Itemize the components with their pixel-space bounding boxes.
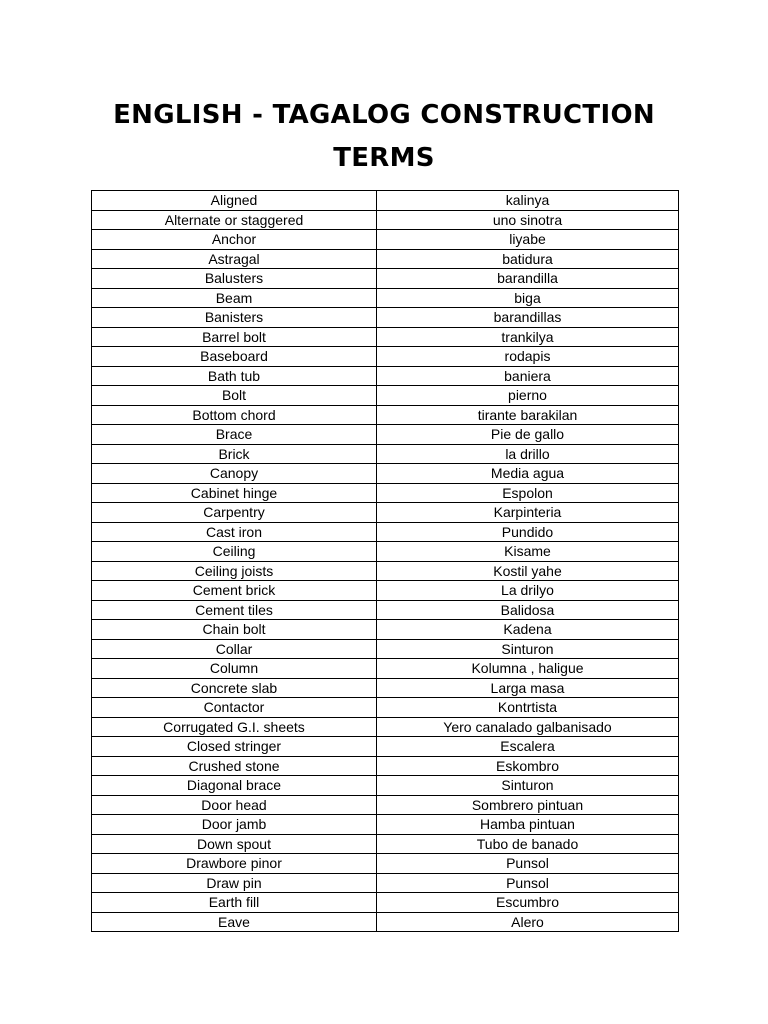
english-term-cell: Door head	[92, 795, 377, 815]
tagalog-term-cell: Sombrero pintuan	[377, 795, 679, 815]
english-term-cell: Ceiling	[92, 542, 377, 562]
english-term-cell: Anchor	[92, 230, 377, 250]
english-term-cell: Cabinet hinge	[92, 483, 377, 503]
english-term-cell: Banisters	[92, 308, 377, 328]
tagalog-term-cell: Media agua	[377, 464, 679, 484]
table-row	[92, 464, 679, 484]
tagalog-term-cell: Pundido	[377, 522, 679, 542]
table-row	[92, 600, 679, 620]
table-row	[92, 347, 679, 367]
table-row	[92, 483, 679, 503]
table-row	[92, 659, 679, 679]
english-term-cell: Bolt	[92, 386, 377, 406]
table-row	[92, 795, 679, 815]
english-term-cell: Closed stringer	[92, 737, 377, 757]
tagalog-term-cell: Larga masa	[377, 678, 679, 698]
english-term-cell: Corrugated G.I. sheets	[92, 717, 377, 737]
tagalog-term-cell: Kolumna , haligue	[377, 659, 679, 679]
english-term-cell: Aligned	[92, 191, 377, 211]
tagalog-term-cell: Eskombro	[377, 756, 679, 776]
english-term-cell: Canopy	[92, 464, 377, 484]
english-term-cell: Barrel bolt	[92, 327, 377, 347]
page-title	[60, 94, 708, 180]
table-row	[92, 639, 679, 659]
table-row	[92, 269, 679, 289]
table-row	[92, 912, 679, 932]
english-term-cell: Brace	[92, 425, 377, 445]
table-row	[92, 542, 679, 562]
table-row	[92, 581, 679, 601]
tagalog-term-cell: Escalera	[377, 737, 679, 757]
tagalog-term-cell: batidura	[377, 249, 679, 269]
table-row	[92, 561, 679, 581]
english-term-cell: Door jamb	[92, 815, 377, 835]
tagalog-term-cell: rodapis	[377, 347, 679, 367]
tagalog-term-cell: pierno	[377, 386, 679, 406]
tagalog-term-cell: tirante barakilan	[377, 405, 679, 425]
tagalog-term-cell: Kostil yahe	[377, 561, 679, 581]
tagalog-term-cell: Punsol	[377, 873, 679, 893]
english-term-cell: Contactor	[92, 698, 377, 718]
table-row	[92, 249, 679, 269]
english-term-cell: Collar	[92, 639, 377, 659]
english-term-cell: Column	[92, 659, 377, 679]
english-term-cell: Cement brick	[92, 581, 377, 601]
tagalog-term-cell: Karpinteria	[377, 503, 679, 523]
tagalog-term-cell: Kisame	[377, 542, 679, 562]
table-row	[92, 834, 679, 854]
english-term-cell: Diagonal brace	[92, 776, 377, 796]
english-term-cell: Beam	[92, 288, 377, 308]
terms-table	[91, 190, 679, 932]
table-row	[92, 386, 679, 406]
english-term-cell: Chain bolt	[92, 620, 377, 640]
english-term-cell: Baseboard	[92, 347, 377, 367]
table-row	[92, 893, 679, 913]
table-row	[92, 308, 679, 328]
page-title-line-1: ENGLISH - TAGALOG CONSTRUCTION	[113, 100, 655, 130]
tagalog-term-cell: liyabe	[377, 230, 679, 250]
table-row	[92, 405, 679, 425]
table-row	[92, 210, 679, 230]
tagalog-term-cell: barandilla	[377, 269, 679, 289]
tagalog-term-cell: Tubo de banado	[377, 834, 679, 854]
english-term-cell: Ceiling joists	[92, 561, 377, 581]
tagalog-term-cell: Punsol	[377, 854, 679, 874]
table-row	[92, 327, 679, 347]
english-term-cell: Cement tiles	[92, 600, 377, 620]
english-term-cell: Astragal	[92, 249, 377, 269]
english-term-cell: Drawbore pinor	[92, 854, 377, 874]
english-term-cell: Balusters	[92, 269, 377, 289]
table-row	[92, 366, 679, 386]
english-term-cell: Draw pin	[92, 873, 377, 893]
tagalog-term-cell: Kontrtista	[377, 698, 679, 718]
table-row	[92, 191, 679, 211]
table-row	[92, 815, 679, 835]
tagalog-term-cell: uno sinotra	[377, 210, 679, 230]
table-row	[92, 737, 679, 757]
tagalog-term-cell: Sinturon	[377, 776, 679, 796]
tagalog-term-cell: Escumbro	[377, 893, 679, 913]
table-row	[92, 717, 679, 737]
tagalog-term-cell: baniera	[377, 366, 679, 386]
tagalog-term-cell: Hamba pintuan	[377, 815, 679, 835]
table-row	[92, 698, 679, 718]
tagalog-term-cell: barandillas	[377, 308, 679, 328]
tagalog-term-cell: Kadena	[377, 620, 679, 640]
tagalog-term-cell: Pie de gallo	[377, 425, 679, 445]
tagalog-term-cell: Yero canalado galbanisado	[377, 717, 679, 737]
table-row	[92, 776, 679, 796]
table-row	[92, 854, 679, 874]
english-term-cell: Earth fill	[92, 893, 377, 913]
english-term-cell: Down spout	[92, 834, 377, 854]
tagalog-term-cell: Alero	[377, 912, 679, 932]
english-term-cell: Bath tub	[92, 366, 377, 386]
english-term-cell: Eave	[92, 912, 377, 932]
table-row	[92, 425, 679, 445]
tagalog-term-cell: Espolon	[377, 483, 679, 503]
table-row	[92, 288, 679, 308]
table-row	[92, 230, 679, 250]
english-term-cell: Bottom chord	[92, 405, 377, 425]
table-row	[92, 444, 679, 464]
terms-table-body	[92, 191, 679, 932]
tagalog-term-cell: Balidosa	[377, 600, 679, 620]
tagalog-term-cell: biga	[377, 288, 679, 308]
english-term-cell: Carpentry	[92, 503, 377, 523]
table-row	[92, 522, 679, 542]
tagalog-term-cell: trankilya	[377, 327, 679, 347]
table-row	[92, 756, 679, 776]
english-term-cell: Brick	[92, 444, 377, 464]
english-term-cell: Concrete slab	[92, 678, 377, 698]
table-row	[92, 503, 679, 523]
english-term-cell: Crushed stone	[92, 756, 377, 776]
table-row	[92, 678, 679, 698]
tagalog-term-cell: La drilyo	[377, 581, 679, 601]
english-term-cell: Alternate or staggered	[92, 210, 377, 230]
tagalog-term-cell: Sinturon	[377, 639, 679, 659]
tagalog-term-cell: kalinya	[377, 191, 679, 211]
english-term-cell: Cast iron	[92, 522, 377, 542]
page-title-line-2: TERMS	[333, 143, 435, 173]
table-row	[92, 620, 679, 640]
tagalog-term-cell: la drillo	[377, 444, 679, 464]
table-row	[92, 873, 679, 893]
